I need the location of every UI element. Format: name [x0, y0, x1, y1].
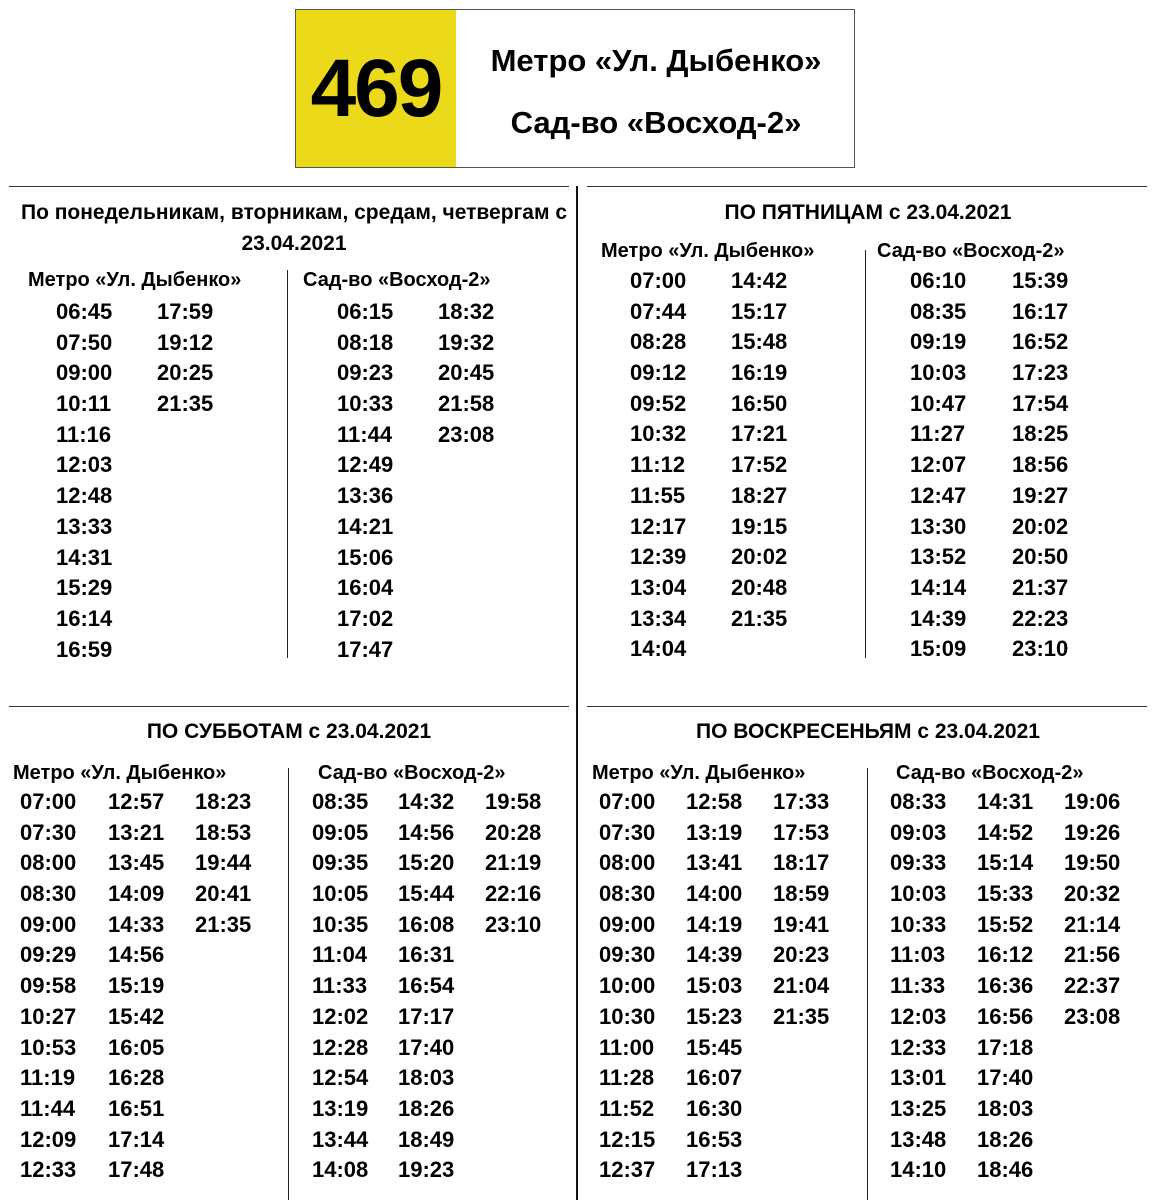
- time-entry: 09:23: [337, 360, 394, 386]
- time-entry: 16:14: [56, 605, 113, 631]
- time-entry: 14:21: [337, 513, 394, 539]
- time-entry: 08:30: [20, 881, 77, 907]
- time-entry: 08:35: [312, 789, 369, 814]
- time-entry: 06:45: [56, 299, 113, 324]
- time-entry: 12:57: [108, 789, 165, 814]
- time-entry: 22:16: [485, 881, 542, 907]
- saturday-title: ПО СУББОТАМ с 23.04.2021: [146, 720, 432, 743]
- time-entry: 23:10: [1012, 636, 1069, 662]
- time-entry: 10:27: [20, 1003, 77, 1029]
- saturday-to-col-3: [485, 787, 541, 940]
- time-entry: 08:00: [599, 850, 656, 876]
- time-entry: 16:17: [1012, 298, 1069, 324]
- time-entry: 11:16: [56, 421, 112, 447]
- saturday-from-col-2: [108, 787, 164, 1186]
- time-entry: 23:08: [1064, 1003, 1121, 1029]
- sunday-to-label: Сад-во «Восход-2»: [896, 762, 1084, 784]
- time-entry: 11:55: [630, 482, 686, 508]
- saturday-to-col-2: [398, 787, 454, 1186]
- time-entry: 14:31: [56, 544, 113, 570]
- route-destination: Сад-во «Восход-2»: [510, 105, 802, 140]
- time-entry: 18:46: [977, 1157, 1034, 1183]
- route-header: [295, 9, 855, 168]
- time-entry: 19:26: [1064, 819, 1121, 845]
- time-entry: 19:50: [1064, 850, 1121, 876]
- time-entry: 23:08: [438, 421, 495, 447]
- weekdays-to-col-1: [337, 297, 393, 665]
- time-entry: 22:37: [1064, 973, 1121, 999]
- weekdays-from-label: Метро «Ул. Дыбенко»: [28, 269, 242, 291]
- time-entry: 16:19: [731, 360, 788, 386]
- time-entry: 23:10: [485, 911, 542, 937]
- time-entry: 16:28: [108, 1065, 165, 1091]
- time-entry: 16:31: [398, 942, 455, 968]
- time-entry: 21:58: [438, 391, 495, 417]
- time-entry: 15:45: [686, 1034, 743, 1060]
- time-entry: 14:52: [977, 819, 1034, 845]
- time-entry: 21:56: [1064, 942, 1121, 968]
- time-entry: 06:15: [337, 299, 394, 324]
- time-entry: 20:02: [731, 544, 788, 570]
- time-entry: 15:14: [977, 850, 1034, 876]
- time-entry: 14:10: [890, 1157, 947, 1183]
- time-entry: 12:02: [312, 1003, 369, 1029]
- time-entry: 10:30: [599, 1003, 656, 1029]
- time-entry: 10:33: [890, 911, 947, 937]
- time-entry: 10:03: [890, 881, 947, 907]
- time-entry: 09:33: [890, 850, 947, 876]
- sunday-from-label: Метро «Ул. Дыбенко»: [592, 762, 806, 784]
- time-entry: 18:17: [773, 850, 830, 876]
- time-entry: 16:05: [108, 1034, 165, 1060]
- time-entry: 14:32: [398, 789, 455, 814]
- time-entry: 09:30: [599, 942, 656, 968]
- time-entry: 16:59: [56, 636, 113, 662]
- time-entry: 15:44: [398, 881, 455, 907]
- time-entry: 15:52: [977, 911, 1034, 937]
- time-entry: 17:21: [731, 421, 788, 447]
- friday-from-col-2: [731, 266, 787, 634]
- time-entry: 10:32: [630, 421, 687, 447]
- time-entry: 10:00: [599, 973, 656, 999]
- time-entry: 07:00: [599, 789, 656, 814]
- time-entry: 09:12: [630, 360, 687, 386]
- time-entry: 07:50: [56, 329, 113, 355]
- time-entry: 16:52: [1012, 329, 1069, 355]
- time-entry: 14:39: [910, 605, 967, 631]
- time-entry: 12:47: [910, 482, 967, 508]
- weekdays-from-col-2: [157, 297, 213, 420]
- time-entry: 18:53: [195, 819, 252, 845]
- time-entry: 14:00: [686, 881, 743, 907]
- time-entry: 17:18: [977, 1034, 1034, 1060]
- time-entry: 16:53: [686, 1126, 743, 1152]
- divider-top-left: [9, 186, 569, 187]
- weekdays-to-col-2: [438, 297, 494, 450]
- time-entry: 13:01: [890, 1065, 947, 1091]
- time-entry: 10:03: [910, 360, 967, 386]
- time-entry: 18:56: [1012, 452, 1069, 478]
- time-entry: 09:52: [630, 390, 687, 416]
- time-entry: 17:02: [337, 605, 394, 631]
- time-entry: 09:35: [312, 850, 369, 876]
- saturday-from-col-1: [20, 787, 76, 1186]
- time-entry: 11:44: [337, 421, 393, 447]
- time-entry: 09:00: [20, 911, 77, 937]
- time-entry: 13:34: [630, 605, 687, 631]
- time-entry: 12:03: [890, 1003, 947, 1029]
- time-entry: 20:41: [195, 881, 252, 907]
- time-entry: 08:30: [599, 881, 656, 907]
- time-entry: 17:23: [1012, 360, 1069, 386]
- route-number: 469: [296, 10, 456, 167]
- time-entry: 18:59: [773, 881, 830, 907]
- time-entry: 17:40: [977, 1065, 1034, 1091]
- friday-to-label: Сад-во «Восход-2»: [877, 240, 1065, 262]
- time-entry: 10:35: [312, 911, 369, 937]
- time-entry: 16:50: [731, 390, 788, 416]
- time-entry: 16:36: [977, 973, 1034, 999]
- time-entry: 12:39: [630, 544, 687, 570]
- divider-center: [576, 186, 578, 1200]
- time-entry: 09:00: [56, 360, 113, 386]
- time-entry: 21:35: [773, 1003, 830, 1029]
- time-entry: 17:13: [686, 1157, 743, 1183]
- time-entry: 09:03: [890, 819, 947, 845]
- time-entry: 21:19: [485, 850, 542, 876]
- divider-mid-right: [587, 706, 1147, 707]
- time-entry: 19:15: [731, 513, 788, 539]
- time-entry: 15:23: [686, 1003, 743, 1029]
- time-entry: 18:26: [398, 1095, 455, 1121]
- time-entry: 06:10: [910, 268, 967, 293]
- time-entry: 10:53: [20, 1034, 77, 1060]
- time-entry: 12:54: [312, 1065, 369, 1091]
- friday-from-label: Метро «Ул. Дыбенко»: [601, 240, 815, 262]
- time-entry: 11:04: [312, 942, 368, 968]
- time-entry: 17:47: [337, 636, 394, 662]
- time-entry: 12:03: [56, 452, 113, 478]
- time-entry: 12:33: [890, 1034, 947, 1060]
- time-entry: 11:33: [890, 973, 946, 999]
- sunday-from-col-1: [599, 787, 655, 1186]
- time-entry: 12:48: [56, 483, 113, 509]
- weekdays-title: По понедельникам, вторникам, средам, четвергам с 23.04.2021: [20, 201, 568, 255]
- time-entry: 14:09: [108, 881, 165, 907]
- sunday-from-col-2: [686, 787, 742, 1186]
- time-entry: 13:21: [108, 819, 165, 845]
- time-entry: 17:33: [773, 789, 830, 814]
- time-entry: 15:19: [108, 973, 165, 999]
- time-entry: 17:53: [773, 819, 830, 845]
- time-entry: 20:02: [1012, 513, 1069, 539]
- time-entry: 12:15: [599, 1126, 656, 1152]
- time-entry: 08:28: [630, 329, 687, 355]
- time-entry: 15:29: [56, 575, 113, 601]
- time-entry: 17:54: [1012, 390, 1069, 416]
- time-entry: 15:09: [910, 636, 967, 662]
- time-entry: 15:03: [686, 973, 743, 999]
- time-entry: 13:19: [312, 1095, 369, 1121]
- time-entry: 17:40: [398, 1034, 455, 1060]
- time-entry: 12:28: [312, 1034, 369, 1060]
- time-entry: 18:03: [398, 1065, 455, 1091]
- time-entry: 13:19: [686, 819, 743, 845]
- time-entry: 14:14: [910, 574, 967, 600]
- time-entry: 15:06: [337, 544, 394, 570]
- time-entry: 11:03: [890, 942, 946, 968]
- time-entry: 21:04: [773, 973, 830, 999]
- route-origin: Метро «Ул. Дыбенко»: [490, 43, 822, 78]
- time-entry: 08:00: [20, 850, 77, 876]
- time-entry: 14:33: [108, 911, 165, 937]
- time-entry: 08:35: [910, 298, 967, 324]
- time-entry: 14:31: [977, 789, 1034, 814]
- time-entry: 15:48: [731, 329, 788, 355]
- time-entry: 15:33: [977, 881, 1034, 907]
- time-entry: 07:00: [630, 268, 687, 293]
- time-entry: 12:09: [20, 1126, 77, 1152]
- time-entry: 16:56: [977, 1003, 1034, 1029]
- time-entry: 10:05: [312, 881, 369, 907]
- time-entry: 17:14: [108, 1126, 165, 1152]
- time-entry: 13:48: [890, 1126, 947, 1152]
- time-entry: 12:33: [20, 1157, 77, 1183]
- time-entry: 20:25: [157, 360, 214, 386]
- time-entry: 14:04: [630, 636, 687, 662]
- time-entry: 16:08: [398, 911, 455, 937]
- time-entry: 13:36: [337, 483, 394, 509]
- time-entry: 15:20: [398, 850, 455, 876]
- time-entry: 18:26: [977, 1126, 1034, 1152]
- time-entry: 10:33: [337, 391, 394, 417]
- divider-top-right: [587, 186, 1147, 187]
- time-entry: 09:19: [910, 329, 967, 355]
- friday-to-col-1: [910, 266, 966, 665]
- weekdays-to-label: Сад-во «Восход-2»: [303, 269, 491, 291]
- time-entry: 13:41: [686, 850, 743, 876]
- friday-to-col-2: [1012, 266, 1068, 665]
- time-entry: 19:32: [438, 329, 495, 355]
- time-entry: 18:32: [438, 299, 495, 324]
- time-entry: 13:44: [312, 1126, 369, 1152]
- time-entry: 11:12: [630, 452, 686, 478]
- time-entry: 16:07: [686, 1065, 743, 1091]
- time-entry: 14:08: [312, 1157, 369, 1183]
- time-entry: 19:41: [773, 911, 830, 937]
- time-entry: 19:58: [485, 789, 542, 814]
- time-entry: 13:52: [910, 544, 967, 570]
- time-entry: 07:00: [20, 789, 77, 814]
- time-entry: 17:52: [731, 452, 788, 478]
- time-entry: 11:33: [312, 973, 368, 999]
- time-entry: 20:48: [731, 574, 788, 600]
- time-entry: 10:47: [910, 390, 967, 416]
- time-entry: 09:58: [20, 973, 77, 999]
- saturday-from-label: Метро «Ул. Дыбенко»: [13, 762, 227, 784]
- sunday-from-col-3: [773, 787, 829, 1033]
- weekdays-column-divider: [287, 270, 288, 658]
- time-entry: 14:56: [108, 942, 165, 968]
- time-entry: 18:49: [398, 1126, 455, 1152]
- time-entry: 12:07: [910, 452, 967, 478]
- time-entry: 15:42: [108, 1003, 165, 1029]
- time-entry: 09:29: [20, 942, 77, 968]
- time-entry: 13:45: [108, 850, 165, 876]
- time-entry: 11:00: [599, 1034, 655, 1060]
- time-entry: 19:27: [1012, 482, 1069, 508]
- time-entry: 12:17: [630, 513, 687, 539]
- time-entry: 15:39: [1012, 268, 1069, 293]
- time-entry: 16:12: [977, 942, 1034, 968]
- time-entry: 20:32: [1064, 881, 1121, 907]
- time-entry: 22:23: [1012, 605, 1069, 631]
- friday-column-divider: [865, 250, 866, 658]
- time-entry: 07:30: [599, 819, 656, 845]
- time-entry: 15:17: [731, 298, 788, 324]
- time-entry: 17:17: [398, 1003, 455, 1029]
- time-entry: 20:45: [438, 360, 495, 386]
- time-entry: 20:50: [1012, 544, 1069, 570]
- time-entry: 11:28: [599, 1065, 655, 1091]
- time-entry: 16:54: [398, 973, 455, 999]
- time-entry: 16:51: [108, 1095, 165, 1121]
- time-entry: 09:00: [599, 911, 656, 937]
- time-entry: 14:39: [686, 942, 743, 968]
- time-entry: 21:35: [157, 391, 214, 417]
- time-entry: 11:27: [910, 421, 966, 447]
- time-entry: 13:25: [890, 1095, 947, 1121]
- time-entry: 19:44: [195, 850, 252, 876]
- time-entry: 17:59: [157, 299, 214, 324]
- friday-title: ПО ПЯТНИЦАМ с 23.04.2021: [724, 201, 1012, 224]
- friday-from-col-1: [630, 266, 686, 665]
- sunday-title: ПО ВОСКРЕСЕНЬЯМ с 23.04.2021: [696, 720, 1040, 743]
- time-entry: 10:11: [56, 391, 112, 417]
- time-entry: 21:35: [731, 605, 788, 631]
- time-entry: 21:37: [1012, 574, 1069, 600]
- time-entry: 18:25: [1012, 421, 1069, 447]
- sunday-to-col-2: [977, 787, 1033, 1186]
- time-entry: 07:30: [20, 819, 77, 845]
- time-entry: 21:35: [195, 911, 252, 937]
- time-entry: 14:19: [686, 911, 743, 937]
- time-entry: 19:06: [1064, 789, 1121, 814]
- time-entry: 09:05: [312, 819, 369, 845]
- time-entry: 19:23: [398, 1157, 455, 1183]
- saturday-to-col-1: [312, 787, 368, 1186]
- time-entry: 19:12: [157, 329, 214, 355]
- time-entry: 16:04: [337, 575, 394, 601]
- divider-mid-left: [9, 706, 569, 707]
- time-entry: 08:18: [337, 329, 394, 355]
- time-entry: 14:56: [398, 819, 455, 845]
- weekdays-from-col-1: [56, 297, 112, 665]
- time-entry: 08:33: [890, 789, 947, 814]
- time-entry: 12:58: [686, 789, 743, 814]
- time-entry: 20:28: [485, 819, 542, 845]
- time-entry: 17:48: [108, 1157, 165, 1183]
- time-entry: 21:14: [1064, 911, 1121, 937]
- sunday-column-divider: [867, 768, 868, 1200]
- time-entry: 18:03: [977, 1095, 1034, 1121]
- time-entry: 16:30: [686, 1095, 743, 1121]
- time-entry: 18:27: [731, 482, 788, 508]
- time-entry: 13:04: [630, 574, 687, 600]
- time-entry: 14:42: [731, 268, 788, 293]
- saturday-column-divider: [288, 768, 289, 1200]
- sunday-to-col-3: [1064, 787, 1120, 1033]
- saturday-from-col-3: [195, 787, 251, 940]
- time-entry: 07:44: [630, 298, 687, 324]
- time-entry: 13:33: [56, 513, 113, 539]
- time-entry: 20:23: [773, 942, 830, 968]
- time-entry: 18:23: [195, 789, 252, 814]
- sunday-to-col-1: [890, 787, 946, 1186]
- time-entry: 12:37: [599, 1157, 656, 1183]
- time-entry: 12:49: [337, 452, 394, 478]
- time-entry: 11:52: [599, 1095, 655, 1121]
- time-entry: 11:19: [20, 1065, 76, 1091]
- time-entry: 11:44: [20, 1095, 76, 1121]
- saturday-to-label: Сад-во «Восход-2»: [318, 762, 506, 784]
- time-entry: 13:30: [910, 513, 967, 539]
